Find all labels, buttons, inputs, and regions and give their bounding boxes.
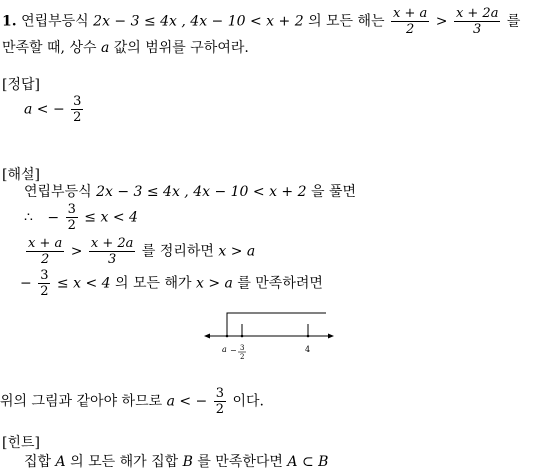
- frac-denominator: 2: [73, 110, 82, 125]
- answer-lhs: a < −: [24, 101, 65, 118]
- label-a: a: [222, 345, 227, 354]
- step4-rest: ≤ x < 4: [56, 275, 111, 292]
- point-a: [226, 335, 229, 338]
- hint-text-2: 의 모든 해가 집합: [70, 454, 179, 470]
- conclusion-frac: [214, 386, 226, 417]
- minus-sign: −: [20, 275, 32, 292]
- problem-frac-1: [391, 6, 429, 37]
- step3-text: 를 정리하면: [141, 243, 214, 260]
- hint-label: [힌트]: [2, 435, 40, 451]
- frac-numerator: x + a: [28, 236, 63, 251]
- answer-label: [정답]: [2, 77, 40, 93]
- step4-frac: [38, 268, 50, 299]
- frac-denominator: 3: [108, 252, 117, 267]
- solution-label: [해설]: [2, 167, 40, 183]
- conclusion-text-1: 위의 그림과 같아야 하므로: [0, 393, 163, 410]
- problem-number: 1.: [2, 13, 17, 30]
- frac-numerator: x + 2a: [90, 236, 134, 251]
- therefore-symbol: ∴: [24, 209, 33, 226]
- problem-line-1: [2, 6, 520, 37]
- solution-step-2: [24, 202, 138, 233]
- step1-text: 연립부등식: [24, 184, 92, 200]
- step3-result: x > a: [218, 243, 256, 260]
- frac-denominator: 2: [215, 402, 225, 417]
- frac-numerator: x + a: [393, 6, 428, 21]
- step2-frac: [66, 202, 78, 233]
- hint-set-b: B: [182, 454, 193, 470]
- frac-numerator: 3: [215, 386, 225, 401]
- solution-step-4: [20, 268, 323, 299]
- step2-rest: ≤ x < 4: [84, 209, 138, 226]
- step1-tail: 을 풀면: [310, 184, 356, 200]
- problem-mid: 의 모든 해는: [308, 13, 385, 30]
- hint-set-a: A: [55, 454, 66, 470]
- number-line-diagram: [200, 306, 340, 366]
- axis-right-arrow: [328, 334, 334, 339]
- hint-relation: A ⊂ B: [287, 454, 329, 470]
- point-four: [307, 335, 310, 338]
- step1-math: 2x − 3 ≤ 4x , 4x − 10 < x + 2: [96, 184, 307, 200]
- answer-line: [24, 94, 85, 125]
- problem-lead: 연립부등식: [21, 13, 89, 30]
- solution-step-3: [24, 236, 255, 267]
- solution-conclusion: [0, 386, 264, 417]
- frac-denominator: 2: [40, 284, 49, 299]
- conclusion-math: a < −: [166, 393, 208, 410]
- step4-text-2: 를 만족하려면: [237, 275, 323, 292]
- frac-numerator: 3: [40, 268, 49, 283]
- conclusion-text-2: 이다.: [232, 393, 264, 410]
- point-neg-three-halves: [241, 335, 244, 338]
- problem-ineq-1: 2x − 3 ≤ 4x: [93, 13, 177, 30]
- gt-sign: >: [70, 243, 83, 260]
- frac-denominator: 3: [473, 22, 482, 37]
- label-num: 3: [240, 344, 245, 352]
- frac-denominator: 2: [40, 252, 50, 267]
- step4-cond: x > a: [195, 275, 233, 292]
- label-four: 4: [305, 345, 311, 354]
- problem-line-2: [2, 40, 249, 56]
- axis-left-arrow: [204, 334, 210, 339]
- frac-denominator: 2: [406, 22, 415, 37]
- problem-text-1: 만족할 때, 상수: [2, 40, 97, 56]
- hint-line: [24, 454, 328, 470]
- hint-text-3: 를 만족한다면: [197, 454, 283, 470]
- frac-numerator: 3: [67, 202, 76, 217]
- step4-text-1: 의 모든 해가: [115, 275, 192, 292]
- problem-text-2: 값의 범위를 구하여라.: [113, 40, 249, 56]
- problem-var: a: [100, 40, 110, 56]
- frac-numerator: x + 2a: [455, 6, 499, 21]
- hint-text-1: 집합: [24, 454, 52, 470]
- label-den: 2: [240, 353, 245, 361]
- frac-numerator: 3: [73, 94, 82, 109]
- step3-frac-2: [89, 236, 136, 267]
- gt-sign: >: [435, 13, 448, 30]
- problem-frac-2: [454, 6, 501, 37]
- minus-sign: −: [47, 209, 60, 226]
- problem-ineq-2: , 4x − 10 < x + 2: [181, 13, 304, 30]
- step3-frac-1: [26, 236, 64, 267]
- problem-tail: 를: [506, 13, 521, 30]
- frac-denominator: 2: [67, 218, 76, 233]
- label-minus: −: [230, 346, 237, 355]
- answer-frac: [71, 94, 83, 125]
- solution-step-1: [24, 184, 356, 200]
